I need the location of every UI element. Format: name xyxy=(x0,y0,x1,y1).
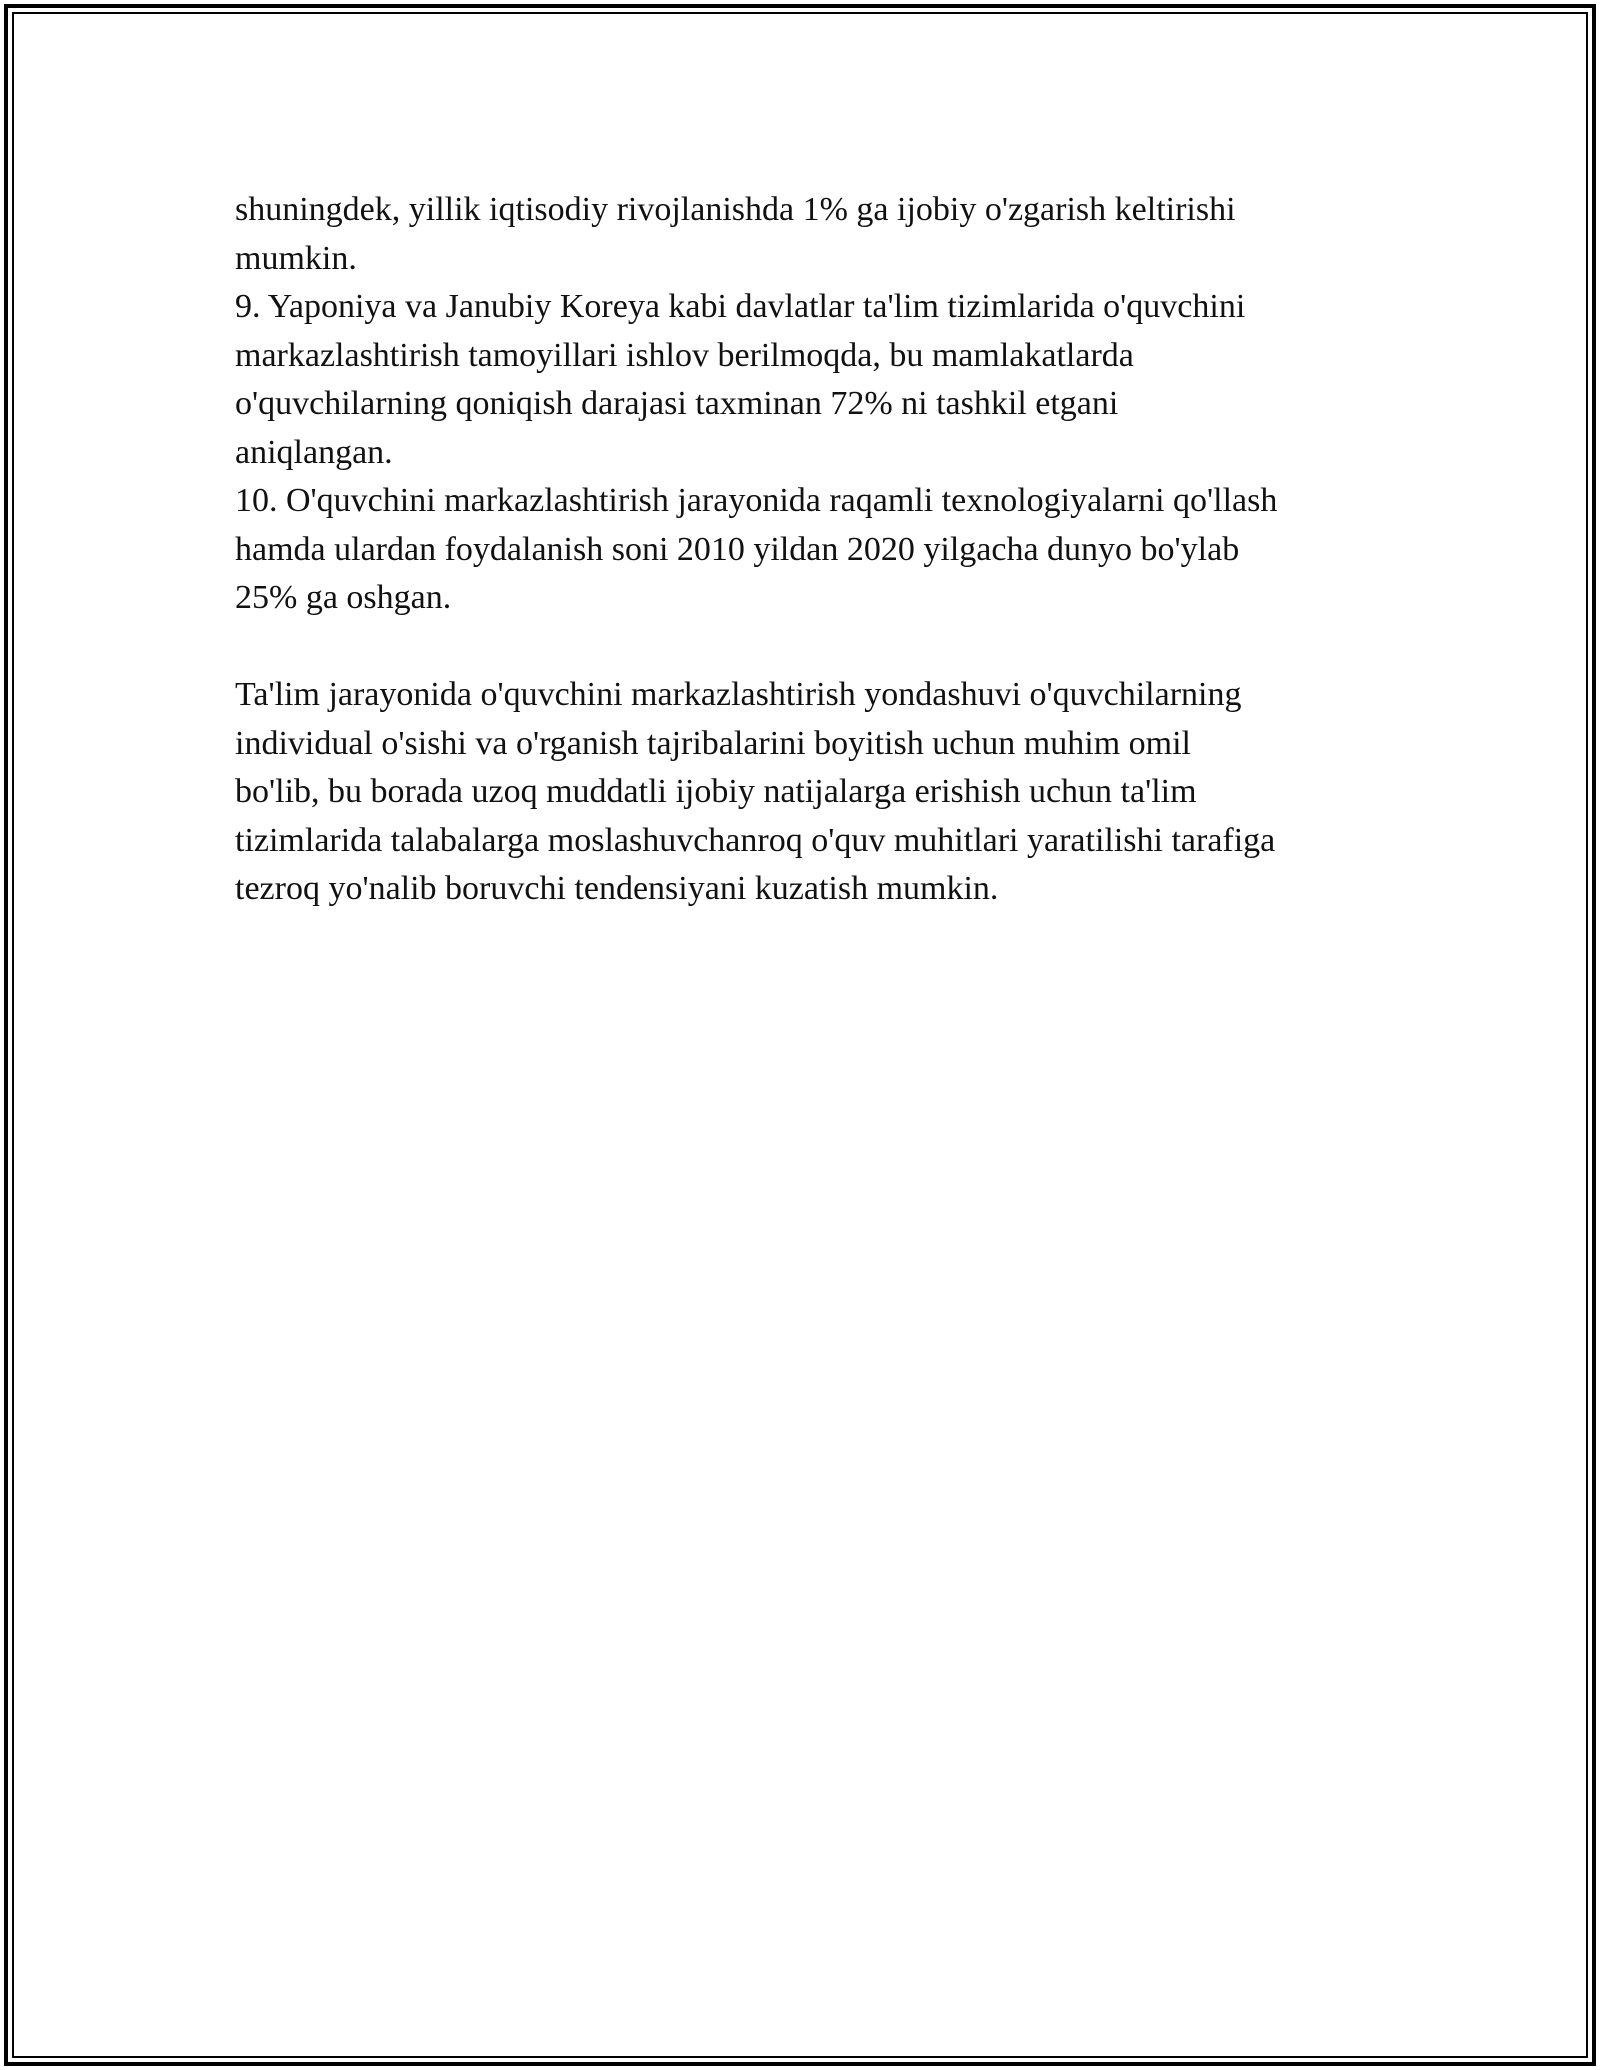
text-line: markazlashtirish tamoyillari ishlov berilmoqda, bu mamlakatlarda xyxy=(235,336,1134,374)
document-body xyxy=(235,186,1385,914)
paragraph-conclusion xyxy=(235,671,1385,914)
list-item-10: 10. O'quvchini markazlashtirish jarayonida raqamli texnologiyalarni qo'llash xyxy=(235,482,1278,519)
paragraph-gap xyxy=(235,623,1385,672)
text-line: mumkin. xyxy=(235,239,357,277)
text-line: o'quvchilarning qoniqish darajasi taxminan 72% ni tashkil etgani xyxy=(235,385,1119,422)
text-line: bo'lib, bu borada uzoq muddatli ijobiy natijalarga erishish uchun ta'lim xyxy=(235,773,1197,810)
text-line: individual o'sishi va o'rganish tajribalarini boyitish uchun muhim omil xyxy=(235,724,1191,762)
list-item-9: 9. Yaponiya va Janubiy Koreya kabi davlatlar ta'lim tizimlarida o'quvchini xyxy=(235,288,1246,325)
text-line: tizimlarida talabalarga moslashuvchanroq o'quv muhitlari yaratilishi tarafiga xyxy=(235,821,1276,859)
text-line: Ta'lim jarayonida o'quvchini markazlashtirish yondashuvi o'quvchilarning xyxy=(235,676,1242,713)
text-line: 25% ga oshgan. xyxy=(235,579,452,616)
paragraph-list-items xyxy=(235,186,1385,623)
text-line: shuningdek, yillik iqtisodiy rivojlanishda 1% ga ijobiy o'zgarish keltirishi xyxy=(235,191,1236,228)
text-line: hamda ulardan foydalanish soni 2010 yildan 2020 yilgacha dunyo bo'ylab xyxy=(235,530,1240,568)
text-line: aniqlangan. xyxy=(235,433,393,471)
text-line: tezroq yo'nalib boruvchi tendensiyani kuzatish mumkin. xyxy=(235,870,999,907)
